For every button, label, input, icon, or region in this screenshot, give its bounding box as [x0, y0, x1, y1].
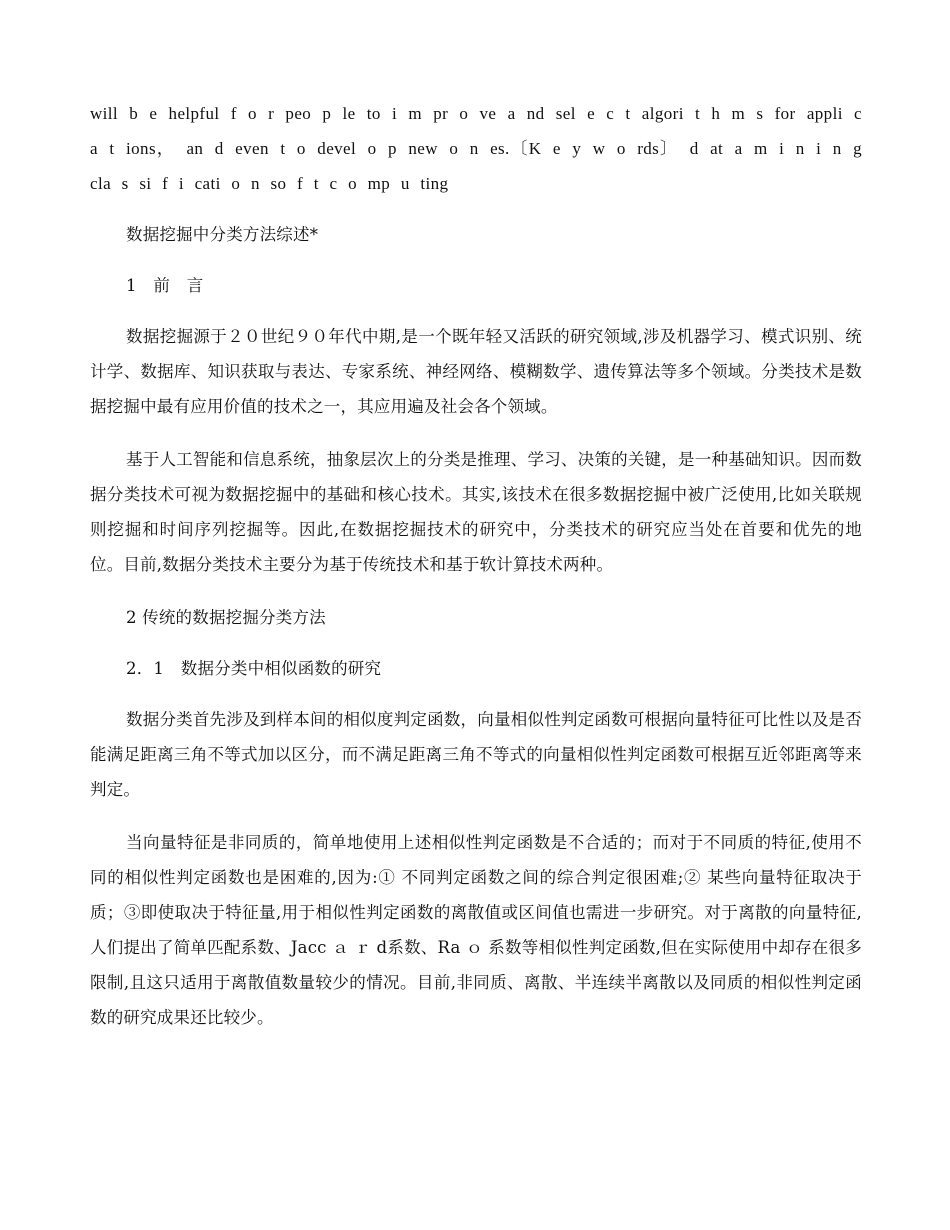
- abstract-tail: will b e helpful f o r peo p le to i m pr o ve a nd sel e c t algori t h m s for appli c a t ions， an d even t o devel o p new o n es.〔K e y w o rds〕 d at a m i n i n g cla s si f i cati o n so f t c o mp u ting: [90, 104, 862, 193]
- article-title: 数据挖掘中分类方法综述*: [126, 225, 319, 244]
- document-page: [90, 96, 862, 1035]
- section21-paragraph-2: 当向量特征是非同质的，简单地使用上述相似性判定函数是不合适的；而对于不同质的特征,使用不同的相似性判定函数也是困难的,因为:① 不同判定函数之间的综合判定很困难;② 某些向量特征取决于质；③即使取决于特征量,用于相似性判定函数的离散值或区间值也需进一步研究。对于离散的向量特征,人们提出了简单匹配系数、Jacc ａ ｒ d系数、Ra ｏ 系数等相似性判定函数,但在实际使用中却存在很多限制,且这只适用于离散值数量较少的情况。目前,非同质、离散、半连续半离散以及同质的相似性判定函数的研究成果还比较少。: [90, 833, 862, 1027]
- section-heading-2-1: 2．1 数据分类中相似函数的研究: [126, 659, 382, 678]
- section21-paragraph-1: 数据分类首先涉及到样本间的相似度判定函数，向量相似性判定函数可根据向量特征可比性以及是否能满足距离三角不等式加以区分，而不满足距离三角不等式的向量相似性判定函数可根据互近邻距离等来判定。: [90, 710, 862, 799]
- section-heading-2: 2 传统的数据挖掘分类方法: [126, 608, 326, 627]
- section1-paragraph-1: 数据挖掘源于２０世纪９０年代中期,是一个既年轻又活跃的研究领域,涉及机器学习、模式识别、统计学、数据库、知识获取与表达、专家系统、神经网络、模糊数学、遗传算法等多个领域。分类技术是数据挖掘中最有应用价值的技术之一，其应用遍及社会各个领域。: [90, 327, 862, 416]
- section1-paragraph-2: 基于人工智能和信息系统，抽象层次上的分类是推理、学习、决策的关键，是一种基础知识。因而数据分类技术可视为数据挖掘中的基础和核心技术。其实,该技术在很多数据挖掘中被广泛使用,比如关联规则挖掘和时间序列挖掘等。因此,在数据挖掘技术的研究中，分类技术的研究应当处在首要和优先的地位。目前,数据分类技术主要分为基于传统技术和基于软计算技术两种。: [90, 450, 862, 574]
- section-heading-1: 1 前 言: [126, 276, 204, 295]
